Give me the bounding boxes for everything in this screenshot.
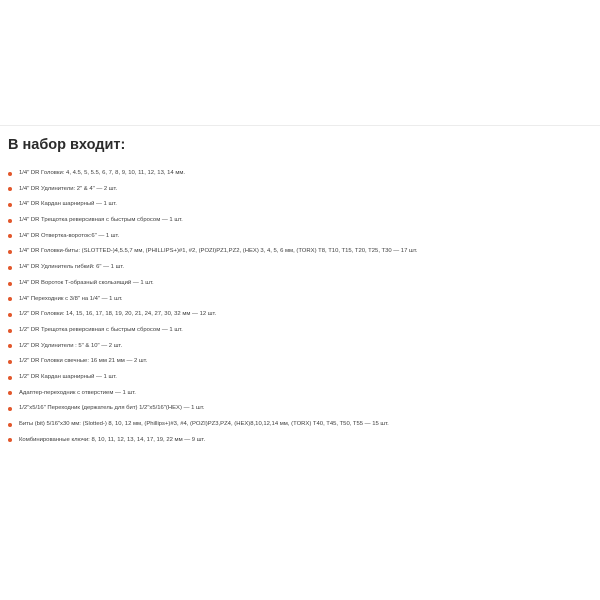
bullet-icon xyxy=(8,407,12,411)
list-item-text: 1/2" DR Трещотка реверсивная с быстрым сбросом — 1 шт. xyxy=(19,326,183,333)
list-item-text: 1/2"x5/16" Переходник (держатель для бит) 1/2"x5/16"(HEX) — 1 шт. xyxy=(19,405,205,412)
bullet-icon xyxy=(8,250,12,254)
bullet-icon xyxy=(8,313,12,317)
bullet-icon xyxy=(8,329,12,333)
list-item xyxy=(8,197,598,213)
list-item-text: 1/2" DR Удлинители : 5" & 10" — 2 шт. xyxy=(19,342,123,349)
bullet-icon xyxy=(8,438,12,442)
list-item xyxy=(8,260,598,276)
section-heading: В набор входит: xyxy=(8,137,126,153)
list-item xyxy=(8,370,598,386)
bullet-icon xyxy=(8,344,12,348)
list-item xyxy=(8,166,598,182)
list-item xyxy=(8,433,598,449)
list-item-text: 1/4" DR Отвертка-вороток:6" — 1 шт. xyxy=(19,232,120,239)
bullet-icon xyxy=(8,203,12,207)
list-item-text: 1/4" DR Кардан шарнирный — 1 шт. xyxy=(19,201,117,208)
list-item xyxy=(8,386,598,402)
bullet-icon xyxy=(8,391,12,395)
list-item-text: Биты (bit) 5/16"x30 мм: (Slotted-) 8, 10, 12 мм, (Phillips+)#3, #4, (POZI)PZ3,PZ4, (HEX)8,10,12,14 мм, (TORX) T40, T45, T50, T55 — 15 шт. xyxy=(19,421,389,427)
list-item-text: 1/4" DR Вороток Т-образный скользящий — 1 шт. xyxy=(19,279,154,286)
list-item-text: 1/4" DR Трещотка реверсивная с быстрым сбросом — 1 шт. xyxy=(19,217,183,224)
list-item xyxy=(8,417,598,433)
bullet-icon xyxy=(8,376,12,380)
list-item xyxy=(8,323,598,339)
bullet-icon xyxy=(8,360,12,364)
list-item xyxy=(8,182,598,198)
list-item-text: Адаптер-переходник с отверстием — 1 шт. xyxy=(19,389,136,396)
bullet-icon xyxy=(8,219,12,223)
list-item xyxy=(8,339,598,355)
list-item-text: 1/4" DR Удлинитель гибкий: 6" — 1 шт. xyxy=(19,264,124,271)
list-item xyxy=(8,354,598,370)
list-item-text: 1/4" DR Удлинители: 2" & 4" — 2 шт. xyxy=(19,185,118,192)
list-item xyxy=(8,244,598,260)
list-item xyxy=(8,401,598,417)
list-item xyxy=(8,307,598,323)
list-item-text: 1/2" DR Кардан шарнирный — 1 шт. xyxy=(19,373,117,380)
list-item-text: 1/2" DR Головки свечные: 16 мм 21 мм — 2 шт. xyxy=(19,358,148,365)
list-item-text: 1/4" Переходник с 3/8" на 1/4" — 1 шт. xyxy=(19,295,123,302)
bullet-icon xyxy=(8,234,12,238)
bullet-icon xyxy=(8,297,12,301)
kit-contents-list xyxy=(8,166,598,448)
list-item xyxy=(8,292,598,308)
bullet-icon xyxy=(8,266,12,270)
bullet-icon xyxy=(8,282,12,286)
list-item xyxy=(8,276,598,292)
bullet-icon xyxy=(8,187,12,191)
list-item xyxy=(8,229,598,245)
list-item-text: Комбинированные ключи: 8, 10, 11, 12, 13, 14, 17, 19, 22 мм — 9 шт. xyxy=(19,436,206,443)
list-item xyxy=(8,213,598,229)
list-item-text: 1/4" DR Головки-биты: (SLOTTED-)4,5.5,7 мм, (PHILLIPS+)#1, #2, (POZI)PZ1,PZ2, (HEX) 3, 4, 5, 6 мм, (TORX) T8, T10, T15, T20, T25, T30 — 17 шт. xyxy=(19,248,418,255)
list-item-text: 1/2" DR Головки: 14, 15, 16, 17, 18, 19, 20, 21, 24, 27, 30, 32 мм — 12 шт. xyxy=(19,311,217,318)
list-item-text: 1/4" DR Головки: 4, 4.5, 5, 5.5, 6, 7, 8, 9, 10, 11, 12, 13, 14 мм. xyxy=(19,170,186,176)
bullet-icon xyxy=(8,423,12,427)
section-divider xyxy=(0,125,600,126)
bullet-icon xyxy=(8,172,12,176)
